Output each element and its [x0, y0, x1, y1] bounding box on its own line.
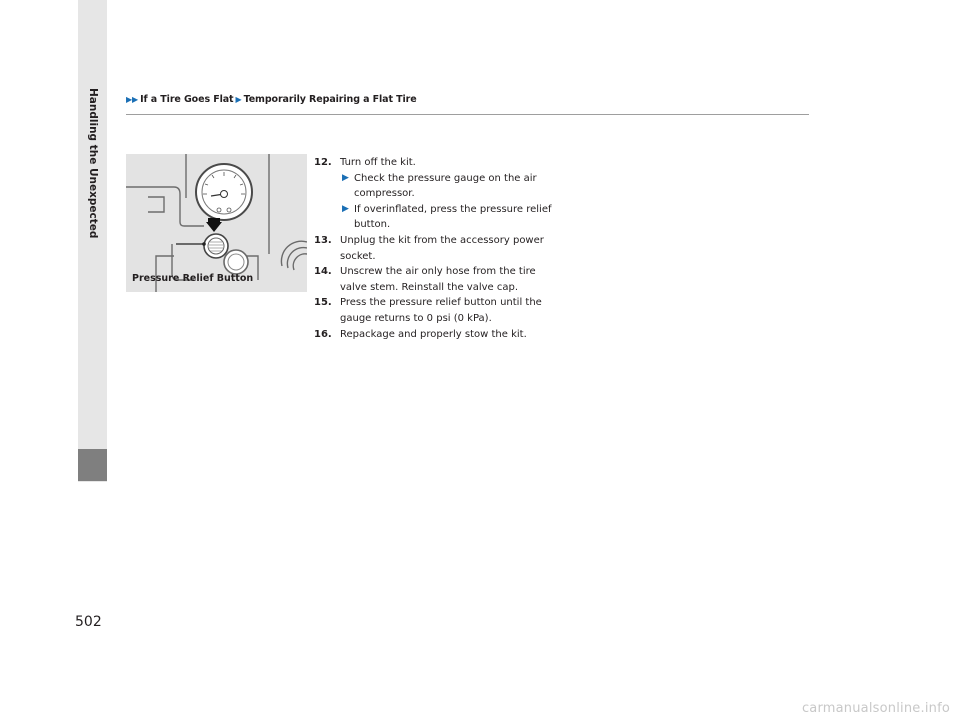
step — [314, 233, 574, 264]
compressor-drawing — [126, 154, 307, 292]
breadcrumb-item[interactable]: If a Tire Goes Flat — [140, 94, 234, 105]
sidebar-section-tab — [78, 449, 107, 481]
step-text: Unplug the kit from the accessory power — [340, 234, 544, 246]
substep-text: button. — [354, 219, 391, 231]
step-number: 14. — [314, 266, 332, 278]
breadcrumb — [126, 94, 417, 105]
step-text: Repackage and properly stow the kit. — [340, 328, 527, 340]
breadcrumb-arrow-icon: ▶ — [235, 95, 242, 104]
step — [314, 155, 574, 171]
pressure-gauge-illustration — [126, 154, 307, 292]
step-number: 16. — [314, 328, 332, 340]
breadcrumb-item[interactable]: Temporarily Repairing a Flat Tire — [243, 94, 417, 105]
page-number: 502 — [75, 614, 102, 630]
header-rule — [126, 114, 809, 115]
substep-arrow-icon: ▶ — [342, 203, 349, 214]
substep-text: If overinflated, press the pressure relief — [354, 203, 552, 215]
sidebar-section-label: Handling the Unexpected — [87, 88, 99, 239]
step-number: 15. — [314, 297, 332, 309]
substep-text: compressor. — [354, 188, 415, 200]
substep-text: Check the pressure gauge on the air — [354, 172, 537, 184]
procedure-steps — [314, 155, 574, 342]
step-text: valve stem. Reinstall the valve cap. — [340, 281, 519, 293]
substep — [314, 171, 574, 202]
step-text: Turn off the kit. — [340, 157, 416, 168]
substep — [314, 202, 574, 233]
sidebar-section-bar — [78, 0, 107, 482]
step-text: Unscrew the air only hose from the tire — [340, 266, 536, 278]
breadcrumb-arrow-icon: ▶▶ — [126, 95, 139, 104]
step-number: 13. — [314, 234, 332, 246]
step — [314, 327, 574, 343]
step-text: socket. — [340, 250, 376, 262]
substep-arrow-icon: ▶ — [342, 172, 349, 183]
step-number: 12. — [314, 157, 332, 168]
step — [314, 264, 574, 295]
figure-caption: Pressure Relief Button — [132, 273, 254, 284]
step-text: gauge returns to 0 psi (0 kPa). — [340, 312, 492, 324]
step-text: Press the pressure relief button until the — [340, 297, 542, 309]
watermark: carmanualsonline.info — [801, 701, 950, 716]
step — [314, 295, 574, 326]
